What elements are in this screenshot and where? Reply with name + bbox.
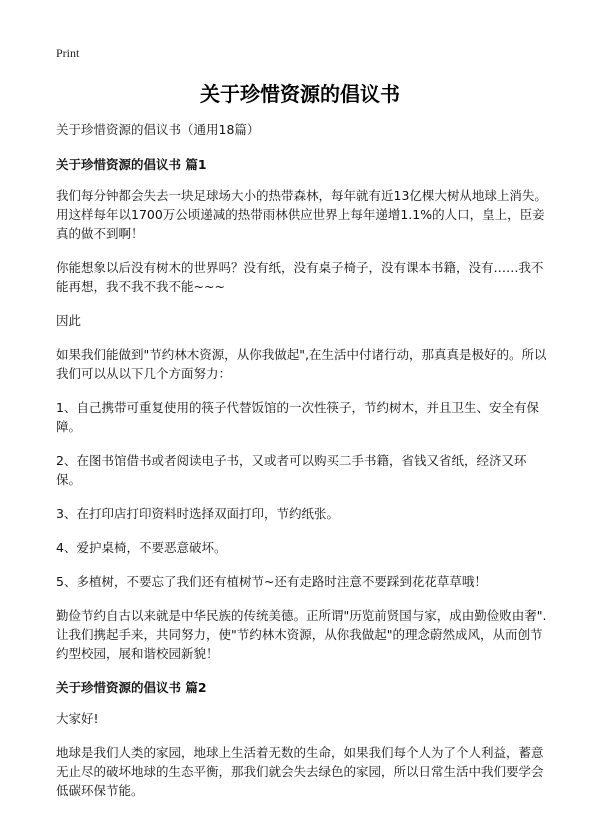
paragraph: 我们每分钟都会失去一块足球场大小的热带森林，每年就有近13亿棵大树从地球上消失。 用这样每年以1700万公顷递减的热带雨林供应世界上每年递增1.1%的人口，皇上，臣妾真的做不到啊！ xyxy=(56,188,547,241)
section-heading-1: 关于珍惜资源的倡议书 篇1 xyxy=(56,157,207,172)
paragraph: 勤俭节约自古以来就是中华民族的传统美德。正所谓"历览前贤国与家，成由勤俭败由奢".让我们携起手来，共同努力，使"节约林木资源，从你我做起"的理念蔚然成风，从而创节约型校园，展和谐校园新貌！ xyxy=(56,608,547,661)
paragraph: 因此 xyxy=(56,313,82,328)
list-item: 4、爱护桌椅，不要恶意破坏。 xyxy=(56,540,227,555)
list-item: 2、在图书馆借书或者阅读电子书，又或者可以购买二手书籍，省钱又省纸，经济又环保。 xyxy=(56,453,527,487)
paragraph: 如果我们能做到"节约林木资源，从你我做起",在生活中付诸行动，那真真是极好的。所以我们可以从以下几个方面努力： xyxy=(56,347,547,381)
list-item: 3、在打印店打印资料时选择双面打印，节约纸张。 xyxy=(56,506,339,521)
document-body xyxy=(56,120,548,815)
paragraph: 你能想象以后没有树木的世界吗？没有纸，没有桌子椅子，没有课本书籍，没有……我不能再想，我不我不我不能~~~ xyxy=(56,260,544,294)
paragraph: 大家好! xyxy=(56,711,99,726)
list-item: 1、自己携带可重复使用的筷子代替饭馆的一次性筷子，节约树木，并且卫生、安全有保障。 xyxy=(56,400,539,434)
page-title: 关于珍惜资源的倡议书 xyxy=(200,82,400,106)
paragraph: 地球是我们人类的家园，地球上生活着无数的生命，如果我们每个人为了个人利益，蓄意无止尽的破坏地球的生态平衡，那我们就会失去绿色的家园，所以日常生活中我们要学会低碳环保节能。 xyxy=(56,745,544,798)
list-item: 5、多植树，不要忘了我们还有植树节~还有走路时注意不要踩到花花草草哦！ xyxy=(56,574,487,589)
section-heading-2: 关于珍惜资源的倡议书 篇2 xyxy=(56,680,207,695)
print-link[interactable]: Print xyxy=(56,46,80,60)
document-subtitle: 关于珍惜资源的倡议书（通用18篇） xyxy=(56,122,260,137)
